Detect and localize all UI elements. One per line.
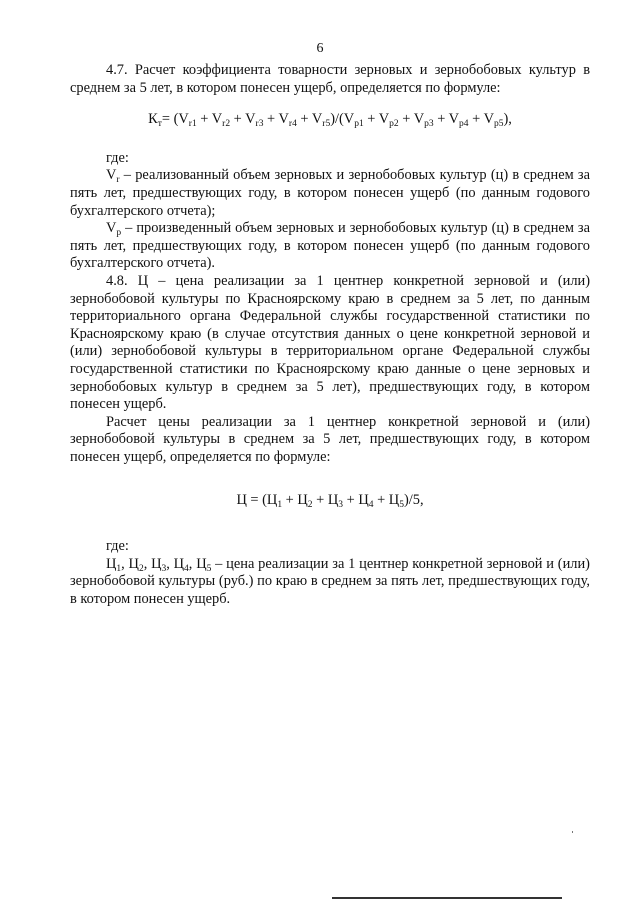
formula-price: $Ц = (Ц_1 + Ц_2 + Ц_3 + Ц_4 + Ц_5)/5$, bbox=[236, 492, 424, 511]
where-label-2: где: bbox=[106, 538, 129, 555]
document-body bbox=[70, 62, 590, 608]
where-label-1: где: bbox=[106, 149, 129, 166]
definition-vr: $V_r$ – реализованный объем зерновых и зернобобовых культур (ц) в среднем за пять лет, предшествующих году, в котором понесен ущерб (по данным годового бухгалтерского отчета); bbox=[70, 167, 590, 219]
definition-price: $Ц_1$, $Ц_2$, $Ц_3$, $Ц_4$, $Ц_5$ – цена реализации за 1 центнер конкретной зерновой и (или) зернобобовой культуры (руб.) по краю в среднем за пять лет, предшествующих году, в котором понесен ущерб. bbox=[70, 555, 590, 607]
page-number: 6 bbox=[316, 41, 324, 56]
section-4-8-text: 4.8. Ц – цена реализации за 1 центнер конкретной зерновой и (или) зернобобовой культуры по Красноярскому краю в среднем за 5 лет, по данным территориального органа Федеральной службы государственной статистики по Красноярскому краю (в случае отсутствия данных о цене конкретной зерновой и (или) зернобобовой культуры в территориальном органе Федеральной службы государственной статистики по Красноярскому краю данные о цене зерновых и зернобобовых культур в среднем за 5 лет), предшествующих году, в котором понесен ущерб. bbox=[70, 272, 590, 413]
definition-vp: $V_р$ – произведенный объем зерновых и зернобобовых культур (ц) в среднем за пять лет, предшествующих году, в котором понесен ущерб (по данным годового бухгалтерского отчета). bbox=[70, 220, 590, 272]
section-4-7-intro: 4.7. Расчет коэффициента товарности зерновых и зернобобовых культур в среднем за 5 лет, в котором понесен ущерб, определяется по формуле: bbox=[70, 62, 590, 96]
scan-speck bbox=[572, 831, 573, 833]
bottom-edge-line bbox=[332, 897, 562, 899]
formula-kt: $К_т= (V_{r1} + V_{r2} + V_{r3} + V_{r4} + V_{r5})/(V_{p1} + V_{p2} + V_{p3} + V_{p4} + V_{p5})$, bbox=[148, 111, 512, 130]
section-4-8-calc: Расчет цены реализации за 1 центнер конкретной зерновой и (или) зернобобовой культуры в среднем за 5 лет, предшествующих году, в котором понесен ущерб, определяется по формуле: bbox=[70, 413, 590, 465]
